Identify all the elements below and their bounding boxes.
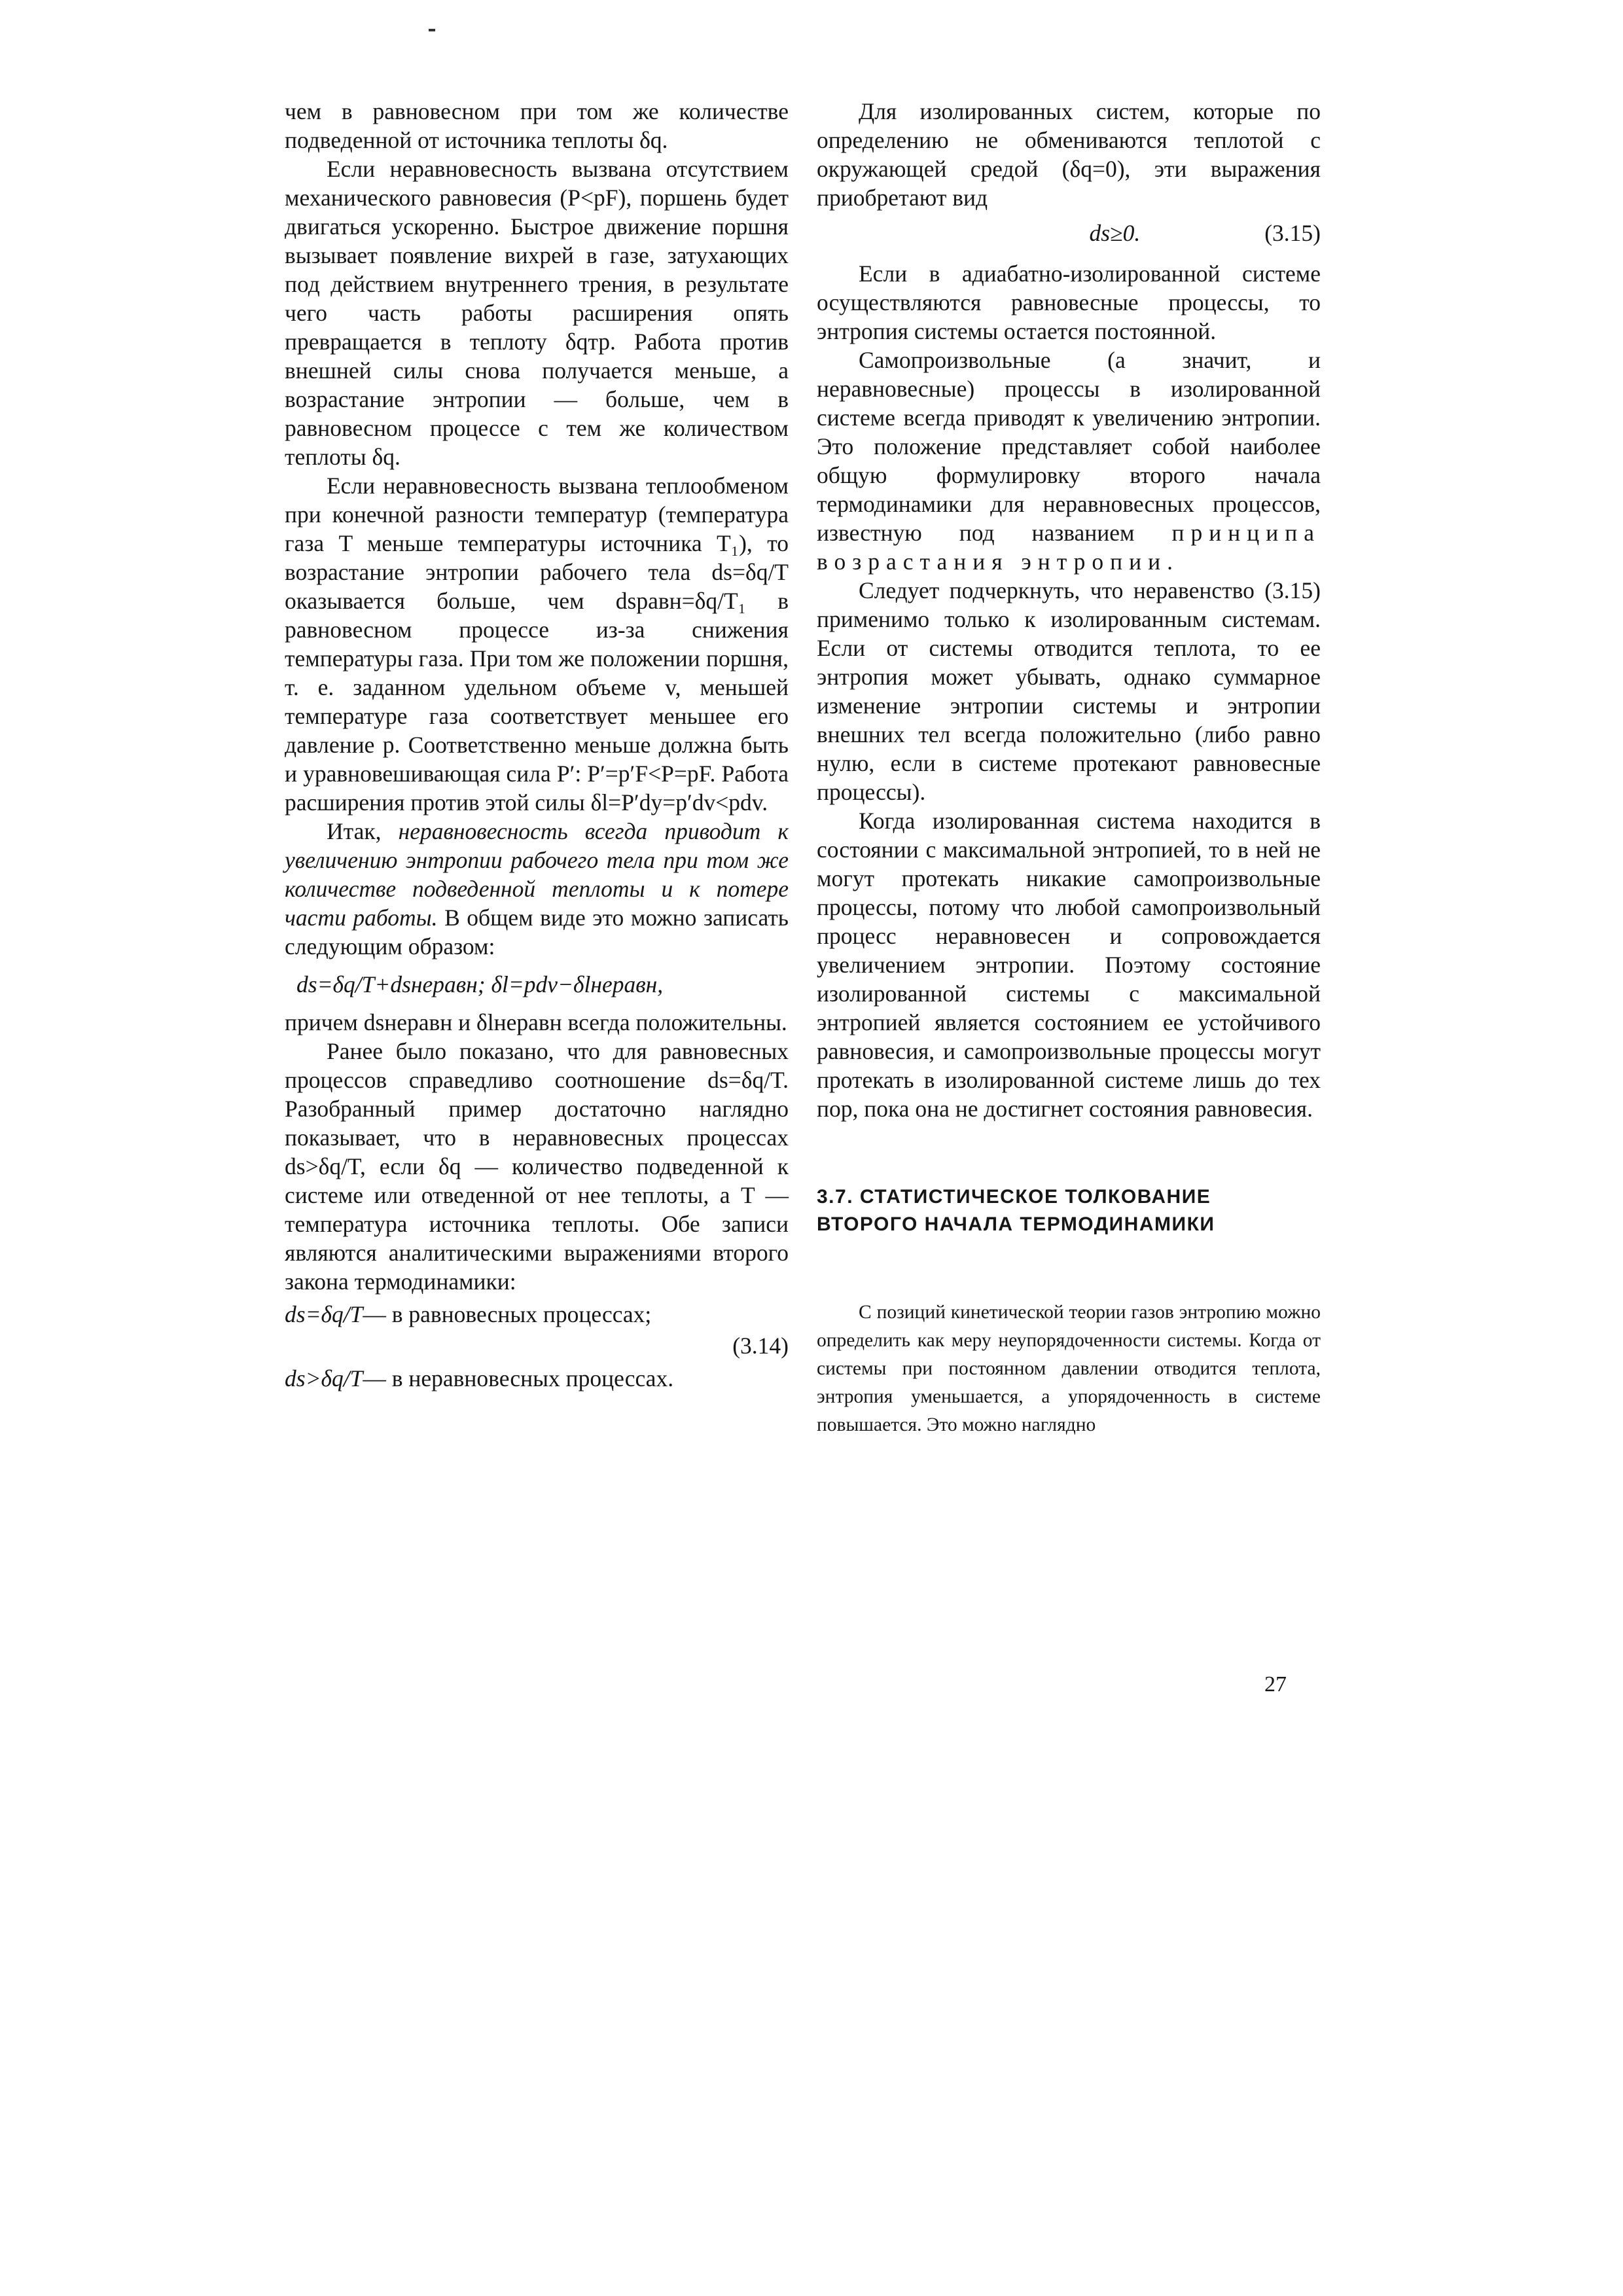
formula: ds=δq/T — [285, 1301, 363, 1327]
spaced-term: принципа возрастания энтропии — [817, 520, 1321, 575]
page-number: 27 — [1264, 1672, 1287, 1696]
paragraph-conclusion — [285, 817, 789, 961]
equation: ds=δq/T+dsнеравн; δl=pdv−δlнеравн, — [296, 971, 664, 997]
equation-group-3-14 — [285, 1300, 789, 1393]
small-text-block — [817, 1299, 1321, 1439]
heading-line: 3.7. СТАТИСТИЧЕСКОЕ ТОЛКОВАНИЕ — [817, 1186, 1211, 1208]
section-heading — [817, 1183, 1321, 1238]
text: Самопроизвольные (а значит, и неравновесные) процессы в изолированной системе всегда приводят к увеличению энтропии. Это положение представляет собой наиболее общую формулировку второго начала термодинамики для неравновесных процессов, известную под названием — [817, 347, 1321, 546]
text: В общем виде это можно записать следующим образом: — [285, 905, 789, 960]
paragraph: Следует подчеркнуть, что неравенство (3.15) применимо только к изолированным системам. Если от системы отводится теплота, то ее энтропия может убывать, однако суммарное изменение энтропии системы и энтропии внешних тел всегда положительно (либо равно нулю, если в системе протекают равновесные процессы). — [817, 577, 1321, 805]
text: . — [1167, 548, 1173, 575]
paragraph: Если неравновесность вызвана теплообменом при конечной разности температур (температура газа T меньше температуры источника T₁), то возрастание энтропии рабочего тела ds=δq/T оказывается больше, чем dsравн=δq/T₁ в равновесном процессе из-за снижения температуры газа. При том же положении поршня, т. е. заданном удельном объеме v, меньшей температуре газа соответствует меньшее его давление p. Соответственно меньше должна быть и уравновешивающая сила P′: P′=p′F<P=pF. Работа расширения против этой силы δl=P′dy=p′dv<pdv. — [285, 473, 789, 816]
equation-row — [285, 1300, 789, 1329]
paragraph: причем dsнеравн и δlнеравн всегда положительны. — [285, 1009, 787, 1035]
text: Итак, — [327, 818, 399, 844]
formula-text: — в неравновесных процессах. — [363, 1365, 674, 1391]
paragraph: С позиций кинетической теории газов энтропию можно определить как меру неупорядоченности системы. Когда от системы при постоянном давлении отводится теплота, энтропия уменьшается, а упорядоченность в системе повышается. Это можно наглядно — [817, 1302, 1321, 1435]
paragraph — [817, 346, 1321, 576]
equation-number: (3.15) — [1264, 220, 1321, 246]
paragraph: Для изолированных систем, которые по определению не обмениваются теплотой с окружающей средой (δq=0), эти выражения приобретают вид — [817, 98, 1321, 211]
paragraph: Ранее было показано, что для равновесных процессов справедливо соотношение ds=δq/T. Разобранный пример достаточно наглядно показывает, что в неравновесных процессах ds>δq/T, если δq — количество подведенной к системе или отведенной от нее теплоты, а T — температура источника теплоты. Обе записи являются аналитическими выражениями второго закона термодинамики: — [285, 1038, 789, 1295]
paragraph: чем в равновесном при том же количестве подведенной от источника теплоты δq. — [285, 98, 789, 153]
equation-3-15 — [817, 219, 1321, 247]
equation-row — [285, 1364, 789, 1393]
paragraph: Когда изолированная система находится в состоянии с максимальной энтропией, то в ней не могут протекать никакие самопроизвольные процессы, потому что любой самопроизвольный процесс неравновесен и сопровождается увеличением энтропии. Поэтому состояние изолированной системы с максимальной энтропией является состоянием ее устойчивого равновесия, и самопроизвольные процессы могут протекать в изолированной системе лишь до тех пор, пока она не достигнет состояния равновесия. — [817, 808, 1321, 1122]
scan-mark — [429, 29, 435, 31]
paragraph: Если в адиабатно-изолированной системе осуществляются равновесные процессы, то энтропия системы остается постоянной. — [817, 260, 1321, 344]
equation-number: (3.14) — [732, 1333, 789, 1359]
paragraph: Если неравновесность вызвана отсутствием механического равновесия (P<pF), поршень будет двигаться ускоренно. Быстрое движение поршня вызывает появление вихрей в газе, затухающих под действием внутреннего трения, в результате чего часть работы расширения опять превращается в теплоту δqтр. Работа против внешней силы снова получается меньше, а возрастание энтропии — больше, чем в равновесном процессе с тем же количеством теплоты δq. — [285, 156, 789, 470]
formula-text: — в равновесных процессах; — [363, 1301, 652, 1327]
formula: ds>δq/T — [285, 1365, 363, 1391]
heading-line: ВТОРОГО НАЧАЛА ТЕРМОДИНАМИКИ — [817, 1213, 1215, 1235]
right-column — [817, 97, 1321, 1439]
left-column — [285, 97, 789, 1397]
emphasis-text: неравновесность всегда приводит к увеличению энтропии рабочего тела при том же количестве подведенной теплоты и к потере части работы. — [285, 818, 789, 931]
formula: ds≥0. — [1089, 220, 1141, 246]
